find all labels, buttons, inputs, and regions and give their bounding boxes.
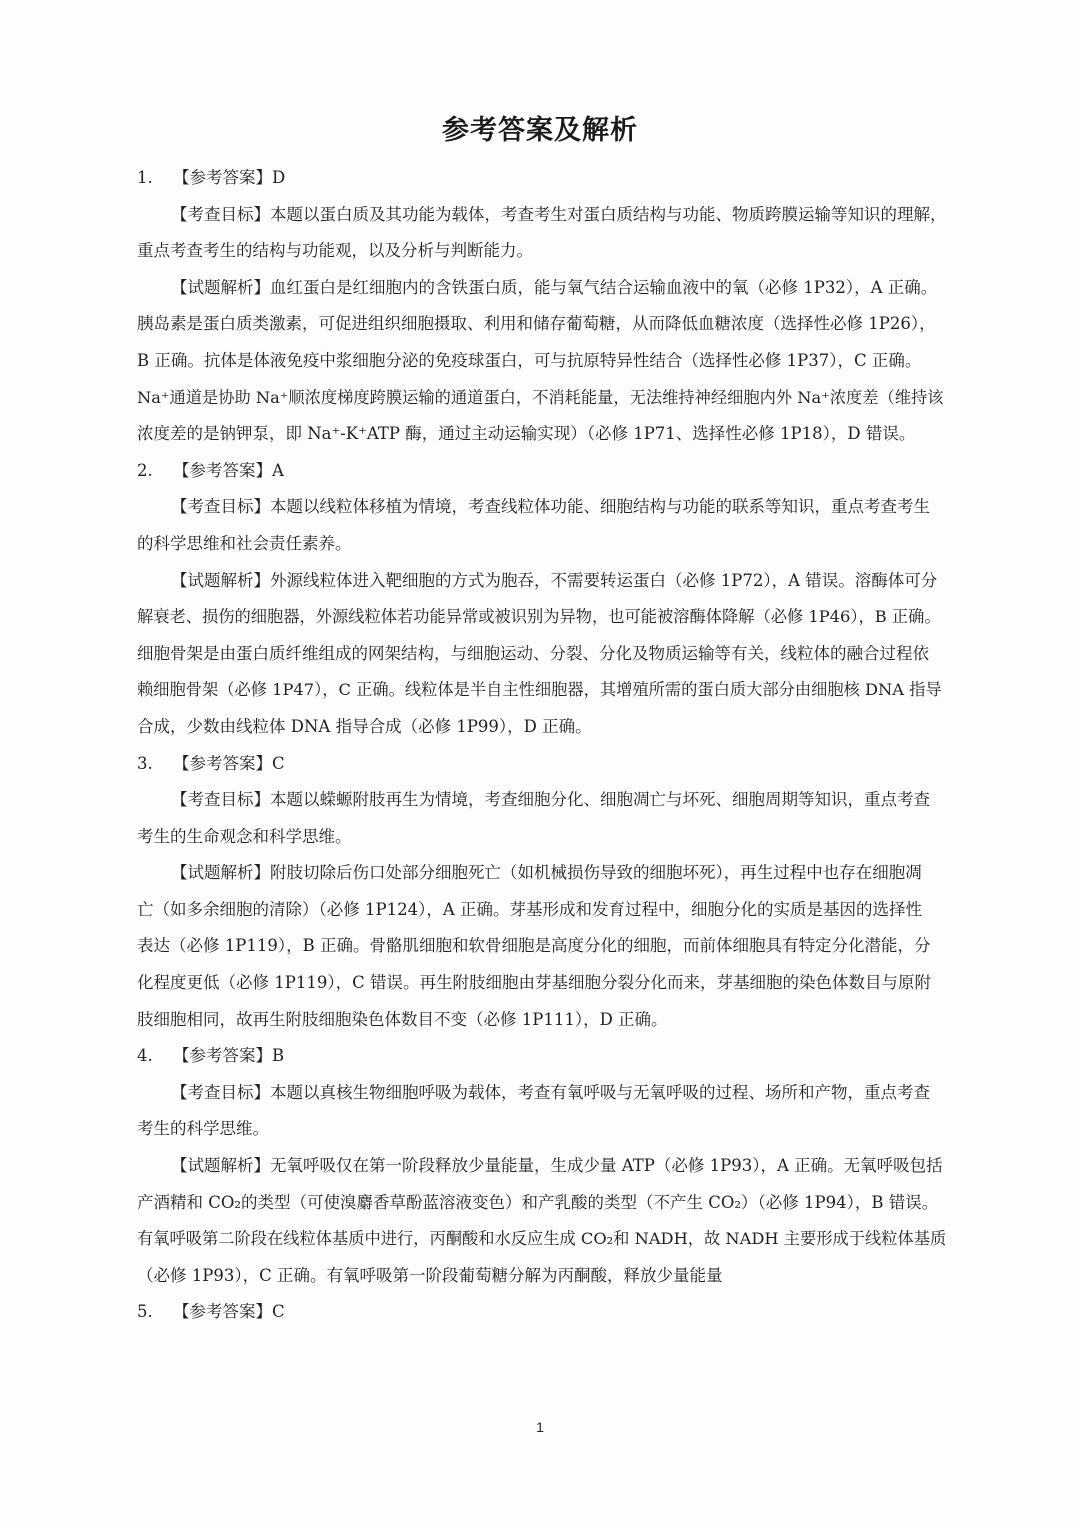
answer-line bbox=[137, 1038, 949, 1075]
text-line: 浓度差的是钠钾泵，即 Na⁺-K⁺ATP 酶，通过主动运输实现）（必修 1P71、选择性必修 1P18），D 错误。 bbox=[137, 424, 916, 444]
answer-text: 【参考答案】C bbox=[173, 1302, 285, 1322]
text-line: 合成，少数由线粒体 DNA 指导合成（必修 1P99），D 正确。 bbox=[137, 716, 592, 736]
answer-line bbox=[137, 1294, 949, 1331]
text-line: 考生的生命观念和科学思维。 bbox=[137, 826, 352, 846]
answer-line bbox=[137, 453, 949, 490]
text-line: 【试题解析】附肢切除后伤口处部分细胞死亡（如机械损伤导致的细胞坏死），再生过程中也存在细胞凋 bbox=[171, 863, 922, 883]
question-number: 2. bbox=[137, 460, 153, 480]
text-line: 胰岛素是蛋白质类激素，可促进组织细胞摄取、利用和储存葡萄糖，从而降低血糖浓度（选择性必修 1P26）， bbox=[137, 314, 936, 334]
text-line: 的科学思维和社会责任素养。 bbox=[137, 533, 352, 553]
text-line: 【试题解析】血红蛋白是红细胞内的含铁蛋白质，能与氧气结合运输血液中的氧（必修 1P32），A 正确。 bbox=[171, 277, 938, 297]
text-line: 化程度更低（必修 1P119），C 错误。再生附肢细胞由芽基细胞分裂分化而来，芽基细胞的染色体数目与原附 bbox=[137, 973, 931, 993]
answer-line bbox=[137, 746, 949, 783]
text-line: 细胞骨架是由蛋白质纤维组成的网架结构，与细胞运动、分裂、分化及物质运输等有关，线粒体的融合过程依 bbox=[137, 643, 929, 663]
text-line: 【试题解析】外源线粒体进入靶细胞的方式为胞吞，不需要转运蛋白（必修 1P72），A 错误。溶酶体可分 bbox=[171, 570, 938, 590]
text-line: （必修 1P93），C 正确。有氧呼吸第一阶段葡萄糖分解为丙酮酸，释放少量能量 bbox=[137, 1265, 723, 1285]
text-line: 赖细胞骨架（必修 1P47），C 正确。线粒体是半自主性细胞器，其增殖所需的蛋白质大部分由细胞核 DNA 指导 bbox=[137, 680, 942, 700]
question-number: 5. bbox=[137, 1302, 153, 1322]
text-line: 重点考查考生的结构与功能观，以及分析与判断能力。 bbox=[137, 241, 533, 261]
text-line: 有氧呼吸第二阶段在线粒体基质中进行，丙酮酸和水反应生成 CO₂和 NADH，故 NADH 主要形成于线粒体基质 bbox=[137, 1229, 947, 1249]
text-line: 解衰老、损伤的细胞器，外源线粒体若功能异常或被识别为异物，也可能被溶酶体降解（必修 1P46），B 正确。 bbox=[137, 607, 941, 627]
answer-content bbox=[137, 160, 949, 1331]
text-line: 【考查目标】本题以蝾螈附肢再生为情境，考查细胞分化、细胞凋亡与坏死、细胞周期等知识，重点考查 bbox=[171, 790, 930, 810]
answer-text: 【参考答案】B bbox=[173, 1046, 285, 1066]
text-line: Na⁺通道是协助 Na⁺顺浓度梯度跨膜运输的通道蛋白，不消耗能量，无法维持神经细胞内外 Na⁺浓度差（维持该 bbox=[137, 387, 944, 407]
text-line: 亡（如多余细胞的清除）（必修 1P124），A 正确。芽基形成和发育过程中，细胞分化的实质是基因的选择性 bbox=[137, 899, 922, 919]
text-line: 【试题解析】无氧呼吸仅在第一阶段释放少量能量，生成少量 ATP（必修 1P93），A 正确。无氧呼吸包括 bbox=[171, 1156, 943, 1176]
text-line: 【考查目标】本题以线粒体移植为情境，考查线粒体功能、细胞结构与功能的联系等知识，重点考查考生 bbox=[171, 497, 930, 517]
text-line: 表达（必修 1P119），B 正确。骨骼肌细胞和软骨细胞是高度分化的细胞，而前体细胞具有特定分化潜能，分 bbox=[137, 936, 931, 956]
text-line: 【考查目标】本题以真核生物细胞呼吸为载体，考查有氧呼吸与无氧呼吸的过程、场所和产物，重点考查 bbox=[171, 1082, 930, 1102]
answer-text: 【参考答案】C bbox=[173, 753, 285, 773]
answer-text: 【参考答案】A bbox=[173, 460, 284, 480]
text-line: 考生的科学思维。 bbox=[137, 1119, 269, 1139]
question-number: 1. bbox=[137, 168, 153, 187]
text-line: 【考查目标】本题以蛋白质及其功能为载体，考查考生对蛋白质结构与功能、物质跨膜运输等知识的理解， bbox=[171, 204, 947, 224]
answer-text: 【参考答案】D bbox=[173, 168, 286, 187]
question-number: 3. bbox=[137, 753, 153, 773]
question-number: 4. bbox=[137, 1046, 153, 1066]
text-line: 产酒精和 CO₂的类型（可使溴麝香草酚蓝溶液变色）和产乳酸的类型（不产生 CO₂）（必修 1P94），B 错误。 bbox=[137, 1192, 939, 1212]
page-title: 参考答案及解析 bbox=[442, 115, 638, 146]
answer-line bbox=[137, 160, 949, 197]
text-line: 肢细胞相同，故再生附肢细胞染色体数目不变（必修 1P111），D 正确。 bbox=[137, 1009, 668, 1029]
text-line: B 正确。抗体是体液免疫中浆细胞分泌的免疫球蛋白，可与抗原特异性结合（选择性必修 1P37），C 正确。 bbox=[137, 350, 922, 370]
page-number: 1 bbox=[536, 1419, 544, 1435]
